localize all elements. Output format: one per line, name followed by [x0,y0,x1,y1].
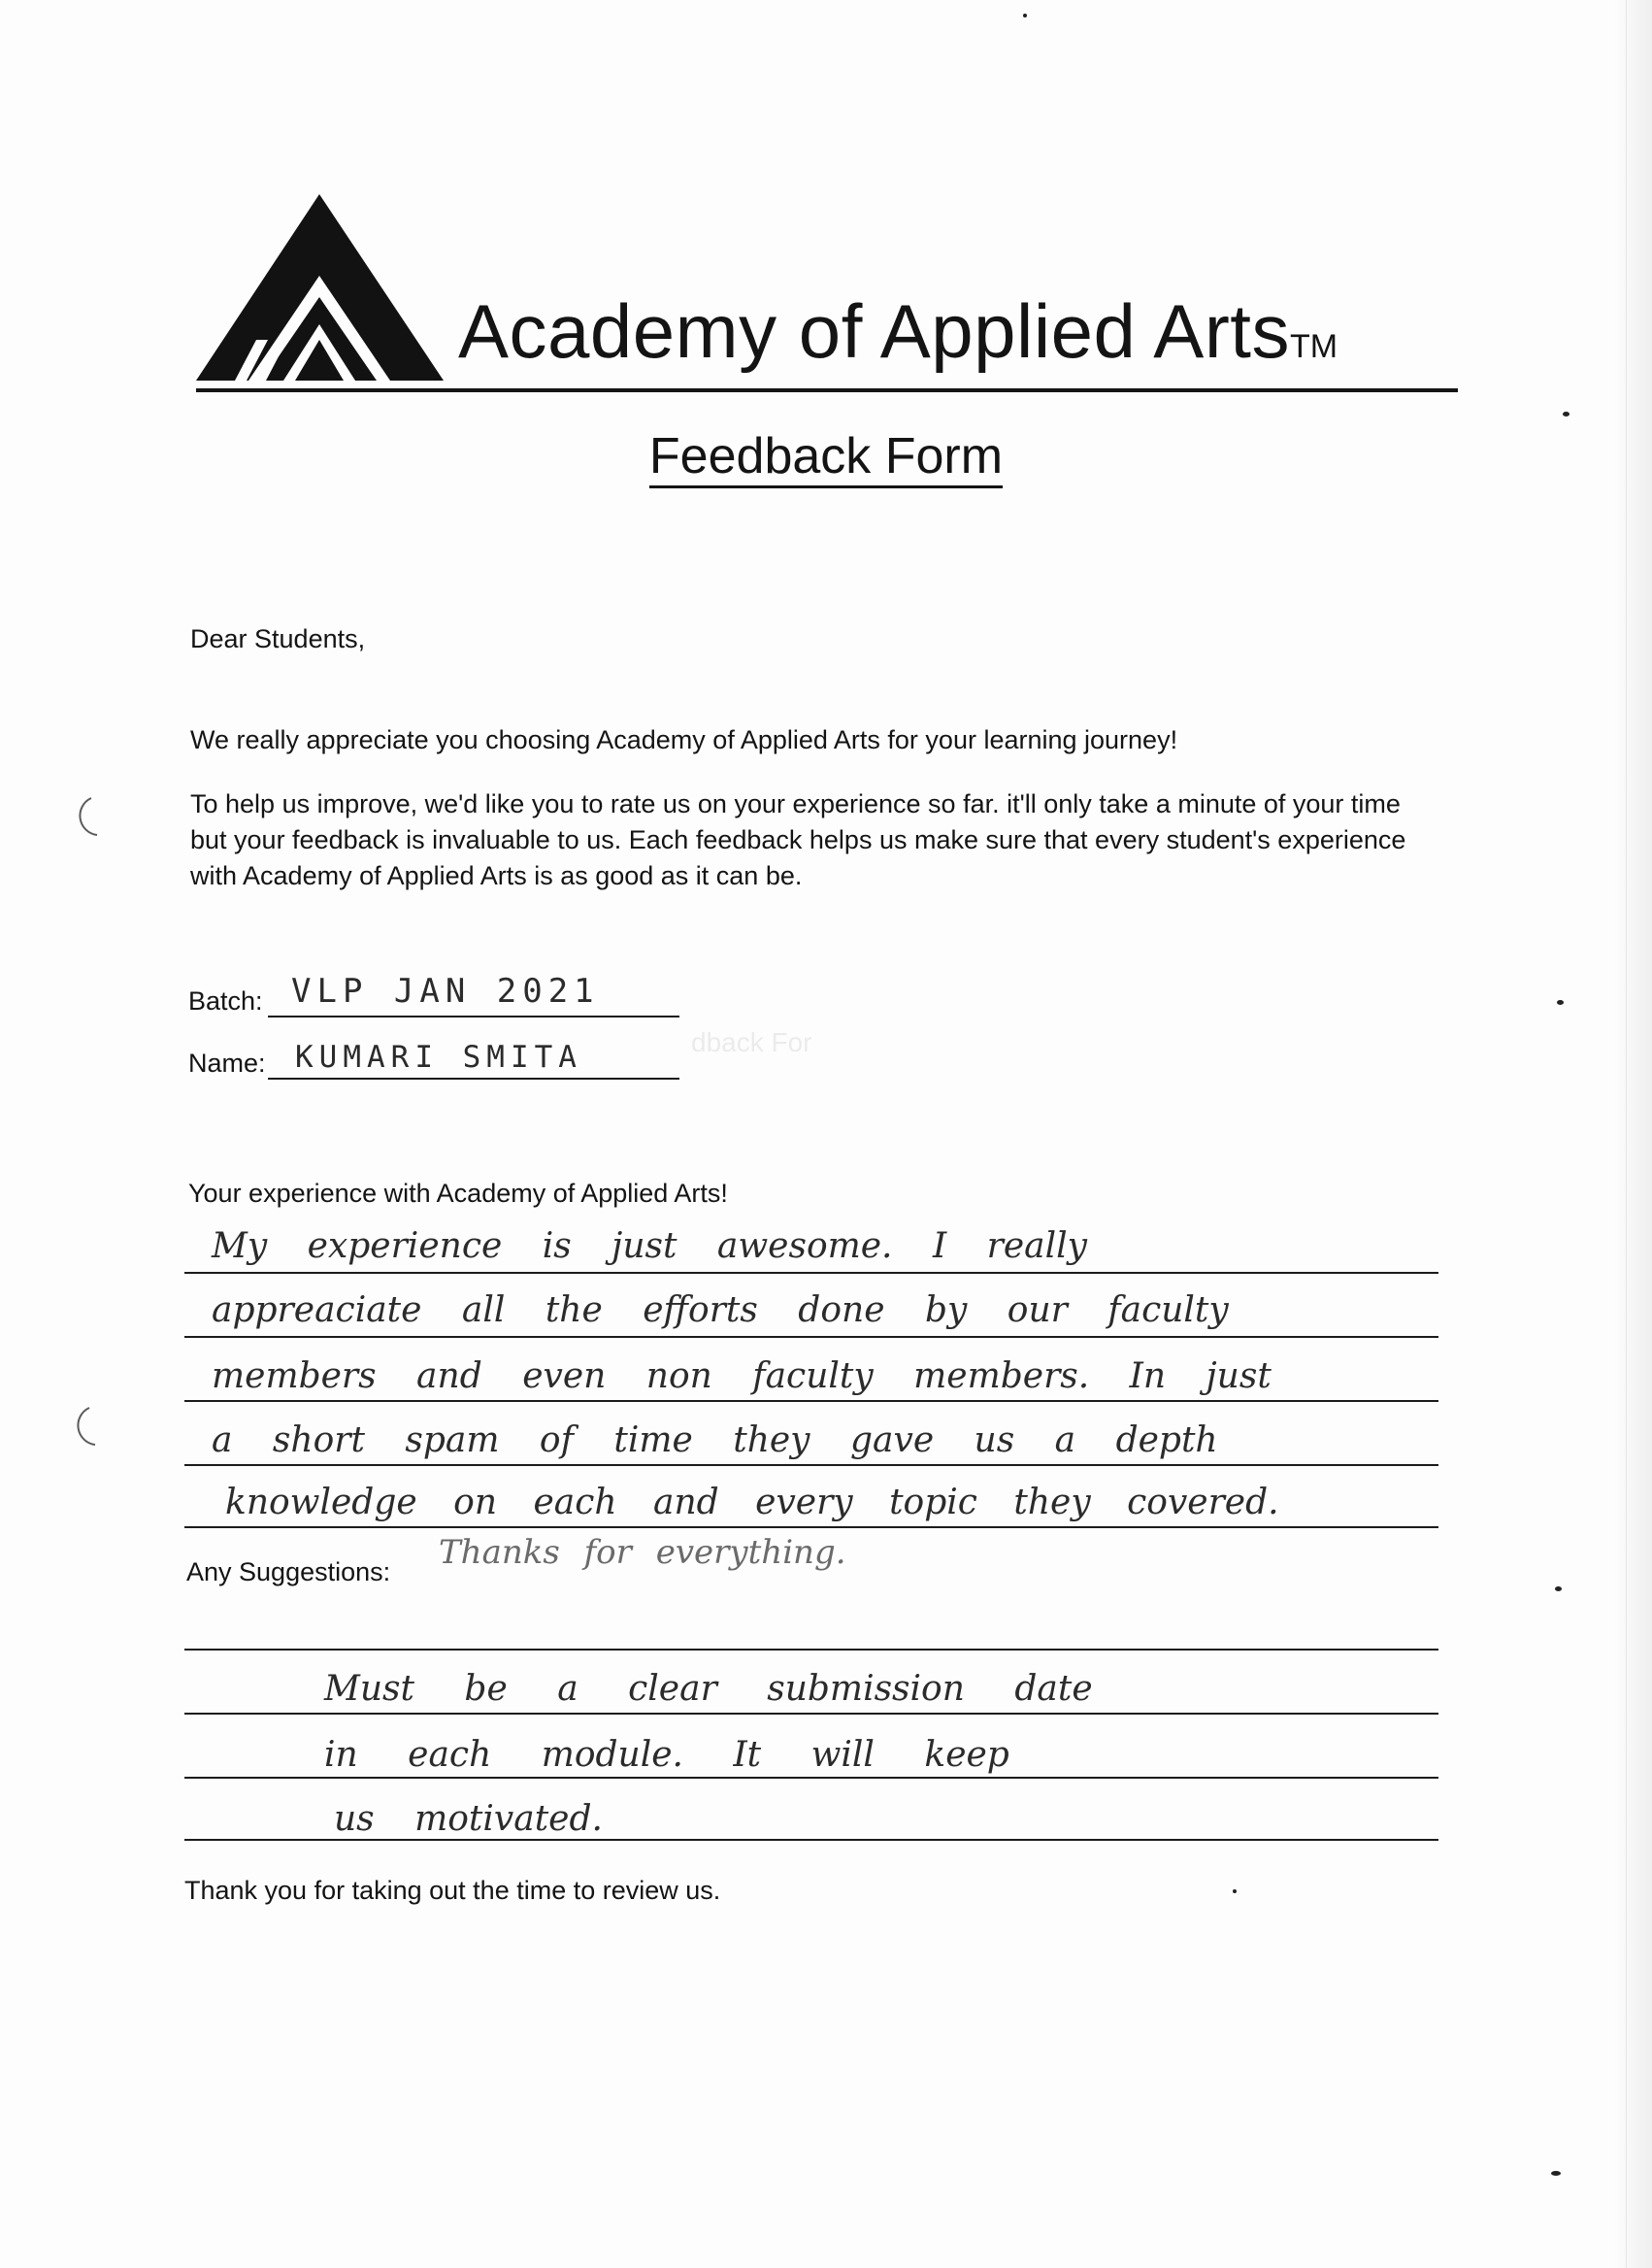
suggestions-label: Any Suggestions: [186,1557,391,1586]
punch-hole-mark-bottom [60,1404,99,1449]
experience-text-line-5: knowledge on each and every topic they covered. [225,1483,1279,1522]
suggestion-text-line-2: in each module. It will keep [324,1735,1009,1775]
header-rule [196,388,1458,392]
suggestion-line-2 [184,1713,1438,1715]
bleed-through-text: dback For [691,1027,812,1057]
experience-line-2 [184,1336,1438,1338]
experience-text-line-4: a short spam of time they gave us a depth [212,1420,1218,1460]
scan-fold-line [1626,0,1627,2268]
form-title [0,428,1652,488]
experience-text-line-1: My experience is just awesome. I really [212,1226,1087,1266]
scan-edge-shadow [1613,0,1652,2268]
suggestion-line-1 [184,1649,1438,1651]
scan-speck [1233,1889,1237,1893]
batch-label: Batch: [188,986,263,1016]
experience-line-4 [184,1464,1438,1466]
suggestion-line-3 [184,1777,1438,1779]
experience-label: Your experience with Academy of Applied Arts! [188,1179,728,1208]
punch-hole-mark-top [62,794,101,839]
name-line [268,1078,679,1080]
scan-speck [1555,1586,1562,1591]
intro-paragraph-2: To help us improve, we'd like you to rate us on your experience so far. it'll only take a minute of your time but your feedback is invaluable to us. Each feedback helps us make sure that every student's experience with Academy of Applied Arts is as good as it can be. [190,789,1406,890]
name-value[interactable]: KUMARI SMITA [295,1040,582,1075]
brand-name-text: Academy of Applied Arts [458,288,1290,374]
brand-name [458,288,1338,374]
batch-line [268,1016,679,1017]
batch-value[interactable]: VLP JAN 2021 [291,972,600,1011]
greeting: Dear Students, [190,624,366,653]
form-title-text: Feedback Form [649,431,1003,488]
scan-speck [1563,412,1569,417]
suggestion-text-line-1: Must be a clear submission date [324,1669,1093,1709]
scan-speck [1023,14,1027,17]
intro-paragraph-1: We really appreciate you choosing Academy of Applied Arts for your learning journey! [190,725,1178,754]
experience-text-line-6: Thanks for everything. [439,1533,846,1572]
name-label: Name: [188,1049,266,1078]
experience-text-line-3: members and even non faculty members. In just [212,1356,1272,1396]
experience-line-1 [184,1272,1438,1274]
experience-text-line-2: appreaciate all the efforts done by our faculty [212,1290,1229,1330]
academy-logo-icon [196,194,444,381]
closing-text: Thank you for taking out the time to review us. [184,1876,721,1905]
experience-line-5 [184,1526,1438,1528]
experience-line-3 [184,1400,1438,1402]
suggestion-text-line-3: us motivated. [334,1799,603,1839]
scan-speck [1557,1000,1564,1005]
scan-speck [1551,2171,1561,2176]
suggestion-line-4 [184,1839,1438,1841]
trademark-mark: TM [1289,328,1338,365]
